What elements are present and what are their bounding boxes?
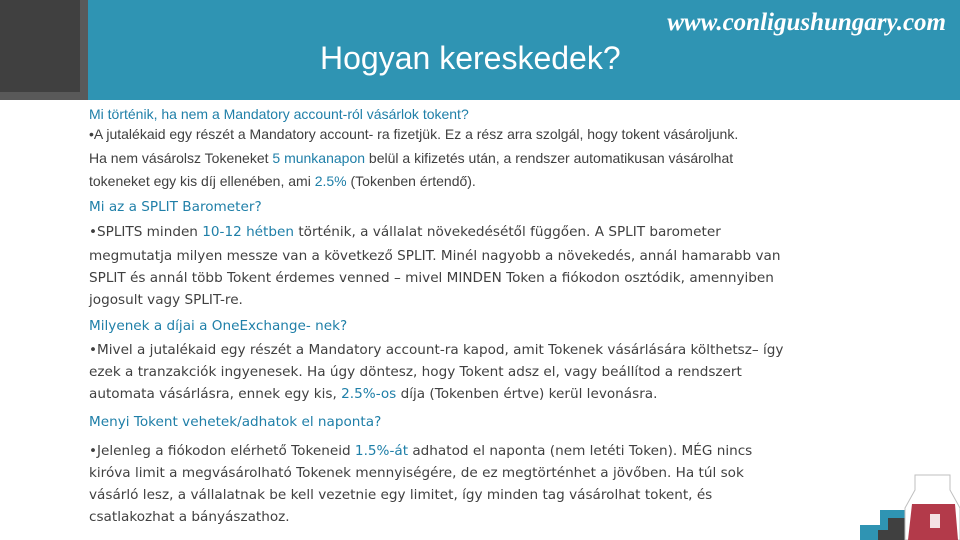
answer-line: tokeneket egy kis díj ellenében, ami 2.5% (Tokenben értendő). (89, 173, 476, 189)
answer-line: jogosult vagy SPLIT-re. (89, 292, 243, 308)
flask-highlight (930, 514, 940, 528)
website-url: www.conligushungary.com (667, 9, 946, 36)
question-split-barometer: Mi az a SPLIT Barometer? (89, 199, 262, 215)
page-title: Hogyan kereskedek? (320, 40, 621, 76)
question-mandatory-account: Mi történik, ha nem a Mandatory account-ról vásárlok tokent? (89, 106, 469, 122)
answer-line: •Mivel a jutalékaid egy részét a Mandatory account-ra kapod, amit Tokenek vásárlására költhetsz– így (89, 342, 784, 358)
highlight: 2.5%-os (341, 386, 397, 402)
answer-line: vásárló lesz, a vállalatnak be kell vezetnie egy limitet, így minden tag vásárolhat tokent, és (89, 487, 713, 503)
highlight: 1.5%-át (354, 443, 409, 459)
highlight: 10-12 hétben (202, 224, 294, 240)
answer-line: ezek a tranzakciók ingyenesek. Ha úgy döntesz, hogy Tokent adsz el, vagy beállítod a rendszert (89, 364, 742, 380)
sidebar-decoration (0, 0, 88, 100)
flask-icon (860, 470, 960, 540)
answer-line: •A jutalékaid egy részét a Mandatory account- ra fizetjük. Ez a rész arra szolgál, hogy tokent vásároljunk. (89, 126, 739, 142)
answer-line: automata vásárlásra, ennek egy kis, 2.5%-os díja (Tokenben értve) kerül levonásra. (89, 386, 658, 402)
highlight: 5 munkanapon (272, 150, 366, 166)
question-oneexchange-fees: Milyenek a díjai a OneExchange- nek? (89, 318, 348, 334)
answer-line: megmutatja milyen messze van a következő SPLIT. Minél nagyobb a növekedés, annál hamarabb van (89, 248, 781, 264)
highlight: 2.5% (314, 173, 347, 189)
answer-line: Ha nem vásárolsz Tokeneket 5 munkanapon belül a kifizetés után, a rendszer automatikusan vásárolhat (89, 150, 734, 166)
answer-line: SPLIT és annál több Tokent érdemes venned – mivel MINDEN Token a fiókodon osztódik, amennyiben (89, 270, 774, 286)
answer-line: kiróva limit a megvásárolható Tokenek mennyiségére, de ez megtörténhet a jövőben. Ha túl sok (89, 465, 744, 481)
sidebar-dark-block (0, 0, 80, 92)
answer-line: •Jelenleg a fiókodon elérhető Tokeneid 1.5%-át adhatod el naponta (nem letéti Token). MÉG nincs (89, 443, 753, 459)
answer-line: csatlakozhat a bányászathoz. (89, 509, 290, 525)
question-daily-token-limit: Menyi Tokent vehetek/adhatok el naponta? (89, 414, 382, 430)
answer-line: •SPLITS minden 10-12 hétben történik, a vállalat növekedésétől függően. A SPLIT barometer (89, 224, 721, 240)
